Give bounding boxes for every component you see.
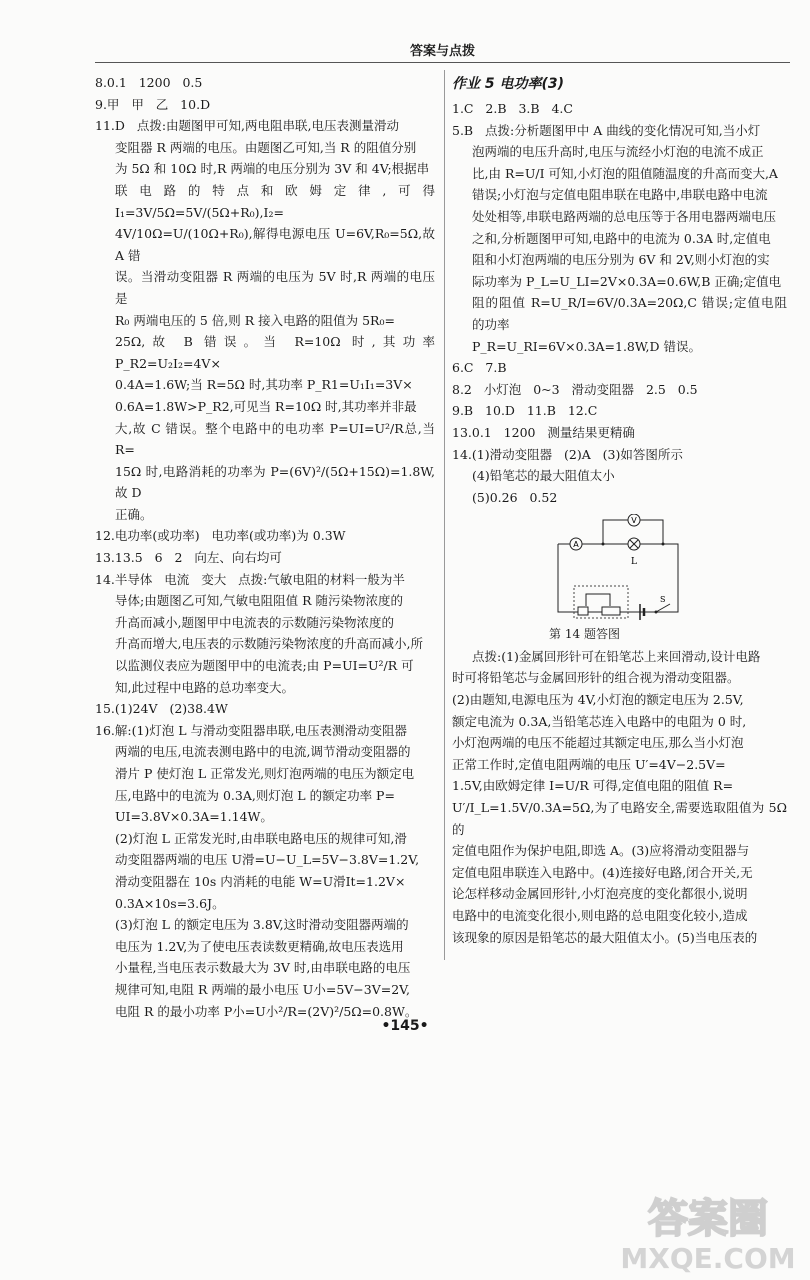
answer-line: 12.电功率(或功率) 电功率(或功率)为 0.3W: [95, 528, 346, 544]
answer-line: 9.B 10.D 11.B 12.C: [452, 403, 598, 419]
answer-line: 为 5Ω 和 10Ω 时,R 两端的电压分别为 3V 和 4V;根据串: [115, 161, 430, 177]
left-column: [95, 72, 439, 1022]
answer-line: 阻和小灯泡两端的电压分别为 6V 和 2V,则小灯泡的实: [472, 252, 770, 268]
answer-line: 动变阻器两端的电压 U滑=U−U_L=5V−3.8V=1.2V,: [115, 852, 420, 868]
answer-line: 8.2 小灯泡 0~3 滑动变阻器 2.5 0.5: [452, 381, 698, 397]
answer-line: (2)灯泡 L 正常发光时,由串联电路电压的规律可知,滑: [115, 830, 407, 846]
explanation-line: 该现象的原因是铅笔芯的最大阻值太小。(5)当电压表的: [452, 929, 758, 945]
page-header: [95, 40, 790, 63]
answer-line: (3)灯泡 L 的额定电压为 3.8V,这时滑动变阻器两端的: [115, 917, 409, 933]
answer-line: (5)0.26 0.52: [472, 489, 558, 505]
right-column: [452, 72, 791, 948]
rheostat-symbol: [602, 607, 620, 615]
figure-caption: 第 14 题答图: [549, 627, 620, 642]
junction-dot: [662, 543, 665, 546]
answer-line: 5.B 点拨:分析题图甲中 A 曲线的变化情况可知,当小灯: [452, 122, 761, 138]
column-divider: [444, 70, 445, 960]
answer-line: 泡两端的电压升高时,电压与流经小灯泡的电流不成正: [472, 144, 764, 160]
explanation-line: 点拨:(1)金属回形针可在铅笔芯上来回滑动,设计电路: [472, 648, 761, 664]
answer-line: R₀ 两端电压的 5 倍,则 R 接入电路的阻值为 5R₀=: [115, 312, 395, 328]
explanation-line: 定值电阻串联连入电路中。(4)连接好电路,闭合开关,无: [452, 864, 753, 880]
switch-label: S: [660, 595, 666, 605]
watermark-logo: [618, 1184, 798, 1274]
answer-line: 滑片 P 使灯泡 L 正常发光,则灯泡两端的电压为额定电: [115, 766, 415, 781]
answer-line: 16.解:(1)灯泡 L 与滑动变阻器串联,电压表测滑动变阻器: [95, 722, 408, 738]
voltmeter-symbol: [628, 514, 640, 526]
answer-line: 15.(1)24V (2)38.4W: [95, 701, 228, 717]
answer-line: 压,电路中的电流为 0.3A,则灯泡 L 的额定功率 P=: [115, 787, 395, 803]
answer-line: 1.C 2.B 3.B 4.C: [452, 101, 573, 116]
answer-line: 小量程,当电压表示数最大为 3V 时,由串联电路的电压: [115, 960, 411, 976]
answer-line: 4V/10Ω=U/(10Ω+R₀),解得电源电压 U=6V,R₀=5Ω,故 A 错: [115, 226, 439, 263]
answer-line: 25Ω,故 B 错误。当 R=10Ω 时,其功率 P_R2=U₂I₂=4V×: [115, 334, 439, 371]
answer-line: 13.13.5 6 2 向左、向右均可: [95, 550, 282, 566]
answer-line: 阻的阻值 R=U_R/I=6V/0.3A=20Ω,C 错误;定值电阻的功率: [472, 295, 787, 332]
lamp-label: L: [631, 557, 637, 568]
answer-line: 14.(1)滑动变阻器 (2)A (3)如答图所示: [452, 446, 683, 462]
watermark-text: 答案圈: [648, 1196, 768, 1242]
answer-line: 知,此过程中电路的总功率变大。: [115, 679, 294, 695]
answer-line: 13.0.1 1200 测量结果更精确: [452, 424, 635, 440]
explanation-line: 论怎样移动金属回形针,小灯泡亮度的变化都很小,说明: [452, 886, 748, 902]
lamp-symbol: [628, 538, 640, 567]
answer-line: 规律可知,电阻 R 两端的最小电压 U小=5V−3V=2V,: [115, 981, 410, 997]
section-title: 作业 5 电功率(3): [452, 76, 565, 92]
answer-line: 联电路的特点和欧姆定律,可得 I₁=3V/5Ω=5V/(5Ω+R₀),I₂=: [115, 182, 439, 220]
explanation-line: 定值电阻作为保护电阻,即选 A。(3)应将滑动变阻器与: [452, 843, 750, 859]
circuit-diagram: [548, 514, 688, 622]
explanation-line: U′/I_L=1.5V/0.3A=5Ω,为了电路安全,需要选取阻值为 5Ω 的: [452, 800, 791, 837]
explanation-line: 时可将铅笔芯与金属回形针的组合视为滑动变阻器。: [452, 670, 740, 686]
answer-line: 0.6A=1.8W>P_R2,可见当 R=10Ω 时,其功率并非最: [115, 398, 417, 414]
answer-line: 变阻器 R 两端的电压。由题图乙可知,当 R 的阻值分别: [115, 139, 417, 155]
answer-line: 8.0.1 1200 0.5: [95, 75, 203, 90]
watermark-url: MXQE.COM: [620, 1242, 796, 1274]
junction-dot: [602, 543, 605, 546]
answer-line: (4)铅笔芯的最大阻值太小: [472, 468, 615, 484]
answer-line: UI=3.8V×0.3A=1.14W。: [115, 809, 273, 825]
answer-line: 电压为 1.2V,为了使电压表读数更精确,故电压表选用: [115, 938, 404, 954]
page-number: •145•: [381, 1018, 429, 1034]
answer-line: 15Ω 时,电路消耗的功率为 P=(6V)²/(5Ω+15Ω)=1.8W,故 D: [115, 463, 435, 501]
answer-line: 6.C 7.B: [452, 360, 507, 376]
answer-line: 升高而减小,题图甲中电流表的示数随污染物浓度的: [115, 614, 394, 630]
explanation-line: 小灯泡两端的电压不能超过其额定电压,那么当小灯泡: [452, 735, 744, 751]
answer-line: 比,由 R=U/I 可知,小灯泡的阻值随温度的升高而变大,A: [472, 165, 778, 181]
explanation-line: 1.5V,由欧姆定律 I=U/R 可得,定值电阻的阻值 R=: [452, 778, 734, 794]
answer-line: 以监测仪表应为题图甲中的电流表;由 P=UI=U²/R 可: [115, 658, 414, 674]
explanation-line: (2)由题知,电源电压为 4V,小灯泡的额定电压为 2.5V,: [452, 692, 744, 708]
answer-line: 滑动变阻器在 10s 内消耗的电能 W=U滑It=1.2V×: [115, 873, 406, 889]
answer-line: 误。当滑动变阻器 R 两端的电压为 5V 时,R 两端的电压是: [115, 269, 435, 306]
answer-line: 电阻 R 的最小功率 P小=U小²/R=(2V)²/5Ω=0.8W。: [115, 1003, 418, 1019]
answer-line: 9.甲 甲 乙 10.D: [95, 96, 211, 112]
answer-line: 0.3A×10s=3.6J。: [115, 895, 225, 911]
answer-line: 两端的电压,电流表测电路中的电流,调节滑动变阻器的: [115, 744, 411, 760]
answer-line: 0.4A=1.6W;当 R=5Ω 时,其功率 P_R1=U₁I₁=3V×: [115, 377, 413, 393]
ammeter-symbol: [570, 538, 582, 550]
explanation-line: 正常工作时,定值电阻两端的电压 U′=4V−2.5V=: [452, 756, 726, 772]
answer-line: 错误;小灯泡与定值电阻串联在电路中,串联电路中电流: [472, 187, 768, 203]
explanation-line: 电路中的电流变化很小,则电路的总电阻变化较小,造成: [452, 908, 748, 923]
answer-line: 之和,分析题图甲可知,电路中的电流为 0.3A 时,定值电: [472, 230, 771, 246]
answer-line: 导体;由题图乙可知,气敏电阻阻值 R 随污染物浓度的: [115, 593, 404, 609]
voltmeter-label: V: [631, 516, 637, 526]
answer-line: 大,故 C 错误。整个电路中的电功率 P=UI=U²/R总,当 R=: [115, 420, 439, 458]
answer-line: 处处相等,串联电路两端的总电压等于各用电器两端电压: [472, 208, 776, 224]
answers-block-b: [452, 646, 791, 948]
answer-line: P_R=U_RI=6V×0.3A=1.8W,D 错误。: [472, 338, 701, 354]
resistor-symbol: [578, 607, 588, 615]
answer-line: 正确。: [115, 506, 153, 522]
explanation-line: 额定电流为 0.3A,当铅笔芯连入电路中的电阻为 0 时,: [452, 713, 747, 729]
slider-wire: [586, 594, 610, 606]
answer-line: 升高而增大,电压表的示数随污染物浓度的升高而减小,所: [115, 636, 423, 652]
answers-block-a: [452, 98, 787, 508]
header-title: 答案与点拨: [409, 44, 475, 59]
ammeter-label: A: [573, 540, 579, 550]
switch-symbol: [655, 595, 671, 614]
answer-line: 14.半导体 电流 变大 点拨:气敏电阻的材料一般为半: [95, 571, 405, 587]
answer-line: 11.D 点拨:由题图甲可知,两电阻串联,电压表测量滑动: [95, 118, 399, 134]
answer-line: 际功率为 P_L=U_LI=2V×0.3A=0.6W,B 正确;定值电: [472, 273, 782, 289]
